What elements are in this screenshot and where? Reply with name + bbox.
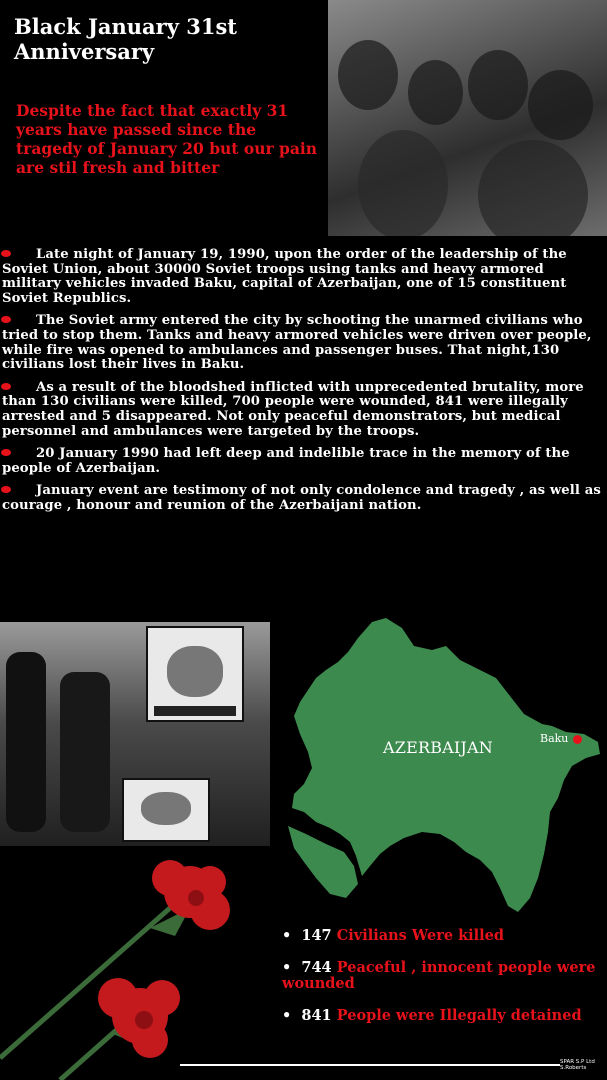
mourners-photo xyxy=(328,0,607,236)
credit-text: SPAR S.P Ltd S.Roberts xyxy=(560,1059,595,1071)
stat-wounded: • 744 Peaceful , innocent people were wounded xyxy=(282,959,596,992)
list-item: The Soviet army entered the city by schooting the unarmed civilians who tried to stop them. Tanks and heavy armored vehicles were driven over people, while fire was opened to ambulances and passenger buses. That night,130 civilians lost their lives in Baku. xyxy=(2,313,592,373)
portrait-frame xyxy=(122,778,210,842)
list-item: As a result of the bloodshed inflicted with unprecedented brutality, more than 130 civilians were killed, 700 people were wounded, 841 were illegally arrested and 5 disappeared. Not only peaceful demonstrators, but medical personnel and ambulances were targeted by the troops. xyxy=(2,379,584,439)
list-item: 20 January 1990 had left deep and indelible trace in the memory of the people of Azerbaijan. xyxy=(2,446,570,476)
facts-list xyxy=(0,248,607,522)
memorial-photo xyxy=(0,622,270,846)
bullet-icon xyxy=(1,250,11,257)
city-marker-icon xyxy=(573,735,582,744)
city-label: Baku xyxy=(540,732,569,745)
stat-detained: • 841 People were Illegally detained xyxy=(282,1007,582,1024)
stat-killed: • 147 Civilians Were killed xyxy=(282,927,505,944)
portrait-frame xyxy=(146,626,244,722)
list-item: Late night of January 19, 1990, upon the order of the leadership of the Soviet Union, about 30000 Soviet troops using tanks and heavy armored military vehicles invaded Baku, capital of Azerbaijan, one of 15 constituent Soviet Republics. xyxy=(2,247,567,306)
page-title: Black January 31st Anniversary xyxy=(14,14,237,64)
azerbaijan-map xyxy=(286,616,607,916)
country-label: AZERBAIJAN xyxy=(383,738,493,757)
footer-divider xyxy=(180,1064,560,1066)
casualty-stats xyxy=(282,928,602,1040)
bullet-icon xyxy=(1,383,11,390)
page-subtitle: Despite the fact that exactly 31 years have passed since the tragedy of January 20 but our pain are stil fresh and bitter xyxy=(16,101,318,177)
list-item: January event are testimony of not only condolence and tragedy , as well as courage , honour and reunion of the Azerbaijani nation. xyxy=(2,483,601,513)
carnation-flowers-icon xyxy=(0,848,290,1080)
